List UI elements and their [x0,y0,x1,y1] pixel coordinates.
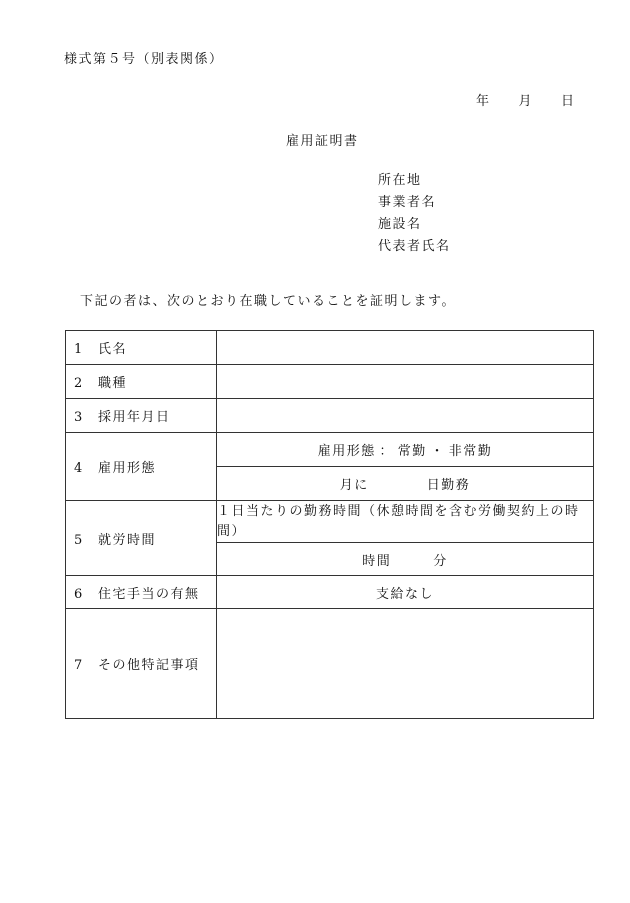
hours-minutes-cell[interactable] [217,543,594,576]
document-title: 雇用証明書 [286,134,359,149]
employer-block [378,170,451,258]
option-fulltime[interactable]: 常勤 [397,444,427,459]
location-label: 所在地 [378,173,422,188]
job-type-value-cell[interactable] [217,365,594,399]
row-label-name: 1 氏名 [66,331,217,365]
work-days-cell[interactable] [217,467,594,501]
employment-type-cell: 雇用形態 ： 常勤 ・ 非常勤 [217,433,594,467]
housing-allowance-value: 支給なし [217,576,594,609]
row-label-housing-allowance: 6 住宅手当の有無 [66,576,217,609]
certificate-table [65,330,594,719]
table-row [66,331,594,365]
name-value-cell[interactable] [217,331,594,365]
hire-date-value-cell[interactable] [217,399,594,433]
table-row [66,433,594,467]
table-row [66,501,594,543]
day-label: 日 [561,94,576,109]
working-hours-description: １日当たりの勤務時間（休憩時間を含む労働契約上の時間） [217,501,594,543]
certification-statement: 下記の者は、次のとおり在職していることを証明します。 [80,294,456,309]
month-label: 月 [518,94,534,109]
table-row [66,576,594,609]
option-parttime[interactable]: 非常勤 [448,444,493,459]
table-row [66,399,594,433]
hours-label: 時間 [362,553,392,569]
table-row [66,365,594,399]
row-label-hire-date: 3 採用年月日 [66,399,217,433]
date-line [476,90,576,109]
business-name-label: 事業者名 [378,195,437,210]
representative-label: 代表者氏名 [378,239,451,254]
row-label-job-type: 2 職種 [66,365,217,399]
year-label: 年 [476,94,491,109]
per-month-label: 月に [339,478,369,493]
facility-name-label: 施設名 [378,217,422,232]
table-row [66,609,594,719]
minutes-label: 分 [433,553,448,569]
employment-type-label: 雇用形態 [317,444,376,459]
row-label-working-hours: 5 就労時間 [66,501,217,576]
row-label-other-notes: 7 その他特記事項 [66,609,217,719]
row-label-employment-type: 4 雇用形態 [66,433,217,501]
form-number: 様式第５号（別表関係） [64,52,224,67]
other-notes-value-cell[interactable] [217,609,594,719]
days-work-label: 日勤務 [426,478,471,493]
